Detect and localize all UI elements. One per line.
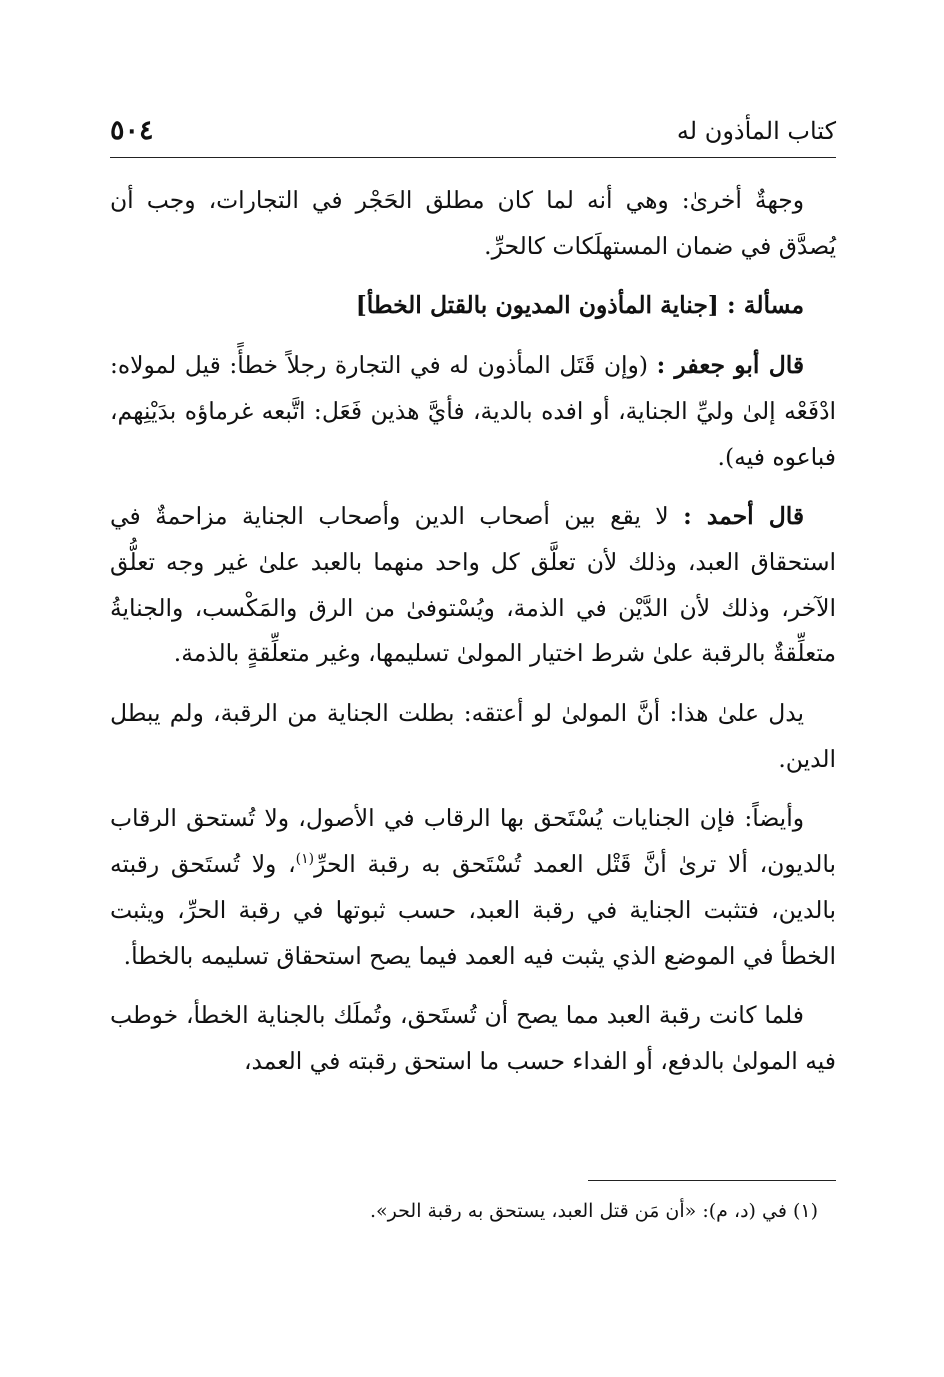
footnote-divider	[588, 1180, 836, 1181]
paragraph: يدل علىٰ هذا: أنَّ المولىٰ لو أعتقه: بطلت الجناية من الرقبة، ولم يبطل الدين.	[110, 699, 836, 773]
page-number: ٥٠٤	[110, 115, 154, 146]
paragraph-text: ، ولا تُستَحق رقبته بالدين، فتثبت الجناية في رقبة العبد، حسب ثبوتها في رقبة الحرِّ، ويثبت الخطأ في الموضع الذي يثبت فيه العمد فيما يصح استحقاق تسليمه بالخطأ.	[110, 850, 836, 970]
paragraph: فلما كانت رقبة العبد مما يصح أن تُستَحق، وتُملَك بالجناية الخطأ، خوطب فيه المولىٰ بالدفع، أو الفداء حسب ما استحق رقبته في العمد،	[110, 1001, 836, 1075]
body-text	[110, 178, 836, 1099]
footnote: (١) في (د، م): «أن مَن قتل العبد، يستحق به رقبة الحر».	[370, 1200, 818, 1222]
paragraph-text: لا يقع بين أصحاب الدين وأصحاب الجناية مزاحمةٌ في استحقاق العبد، وذلك لأن تعلَّق كل واحد منهما بالعبد علىٰ غير وجه تعلُّق الآخر، وذلك لأن الدَّيْن في الذمة، ويُسْتوفىٰ من الرق والمَكْسب، والجنايةُ متعلِّقةٌ بالرقبة علىٰ شرط اختيار المولىٰ تسليمها، وغير متعلِّقةٍ بالذمة.	[110, 502, 836, 668]
paragraph	[110, 494, 836, 677]
heading-label: مسألة :	[727, 291, 804, 320]
paragraph: وجهةٌ أخرىٰ: وهي أنه لما كان مطلق الحَجْر في التجارات، وجب أن يُصدَّق في ضمان المستهلَكات كالحرِّ.	[110, 186, 836, 260]
heading-title: [جناية المأذون المديون بالقتل الخطأ]	[355, 291, 719, 320]
speaker-label: قال أحمد :	[683, 502, 805, 531]
document-page	[110, 0, 836, 1377]
speaker-label: قال أبو جعفر :	[656, 351, 804, 380]
footnote-reference: (١)	[295, 851, 315, 868]
running-title: كتاب المأذون له	[676, 117, 836, 145]
paragraph-text: (وإن قَتَل المأذون له في التجارة رجلاً خطأً: قيل لمولاه: ادْفَعْه إلىٰ وليِّ الجناية، أو افده بالدية، فأيَّ هذين فَعَل: اتَّبعه غرماؤه بدَيْنِهم، فباعوه فيه).	[110, 351, 836, 471]
page-header	[110, 113, 836, 158]
paragraph-text: وأيضاً: فإن الجنايات يُسْتَحق بها الرقاب في الأصول، ولا تُستحق الرقاب بالديون، ألا ترىٰ أنَّ قَتْل العمد تُسْتَحق به رقبة الحرِّ	[110, 804, 836, 879]
section-heading	[110, 283, 836, 329]
paragraph	[110, 343, 836, 480]
paragraph	[110, 796, 836, 979]
